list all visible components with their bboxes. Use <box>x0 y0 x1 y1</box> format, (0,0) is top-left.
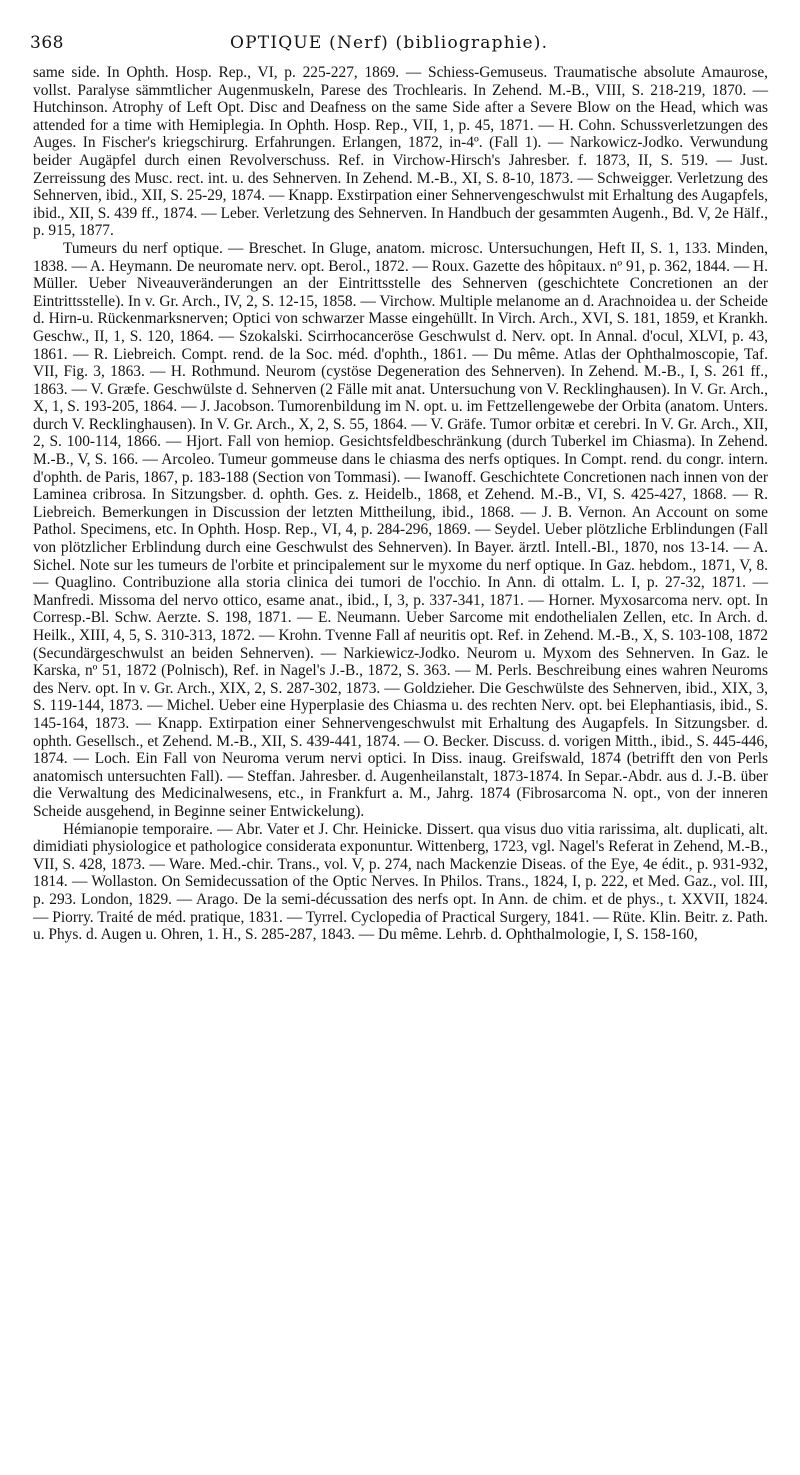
bibliography-paragraph-continuation: same side. In Ophth. Hosp. Rep., VI, p. 225-227, 1869. — Schiess-Gemuseus. Traumatische absolute Amaurose, vollst. Paralyse sämmtlicher Augenmuskeln, Parese des Trochlearis. In Zehend. M.-B., VIII, S. 218-219, 1870. — Hutchinson. Atrophy of Left Opt. Disc and Deafness on the same Side after a Severe Blow on the Head, which was attended for a time with Hemiplegia. In Ophth. Hosp. Rep., VII, 1, p. 45, 1871. — H. Cohn. Schussverletzungen des Auges. In Fischer's kriegschirurg. Erfahrungen. Erlangen, 1872, in-4º. (Fall 1). — Narkowicz-Jodko. Verwundung beider Augäpfel durch einen Revolverschuss. Ref. in Virchow-Hirsch's Jahresber. f. 1873, II, S. 519. — Just. Zerreissung des Musc. rect. int. u. des Sehnerven. In Zehend. M.-B., XI, S. 8-10, 1873. — Schweigger. Verletzung des Sehnerven, ibid., XII, S. 25-29, 1874. — Knapp. Exstirpation einer Sehnervengeschwulst mit Erhaltung des Augapfels, ibid., XII, S. 439 ff., 1874. — Leber. Verletzung des Sehnerven. In Handbuch der gesammten Augenh., Bd. V, 2e Hälf., p. 915, 1877. <box>33 64 768 240</box>
bibliography-text <box>33 64 768 944</box>
running-head: OPTIQUE (Nerf) (bibliographie). <box>230 33 549 53</box>
page-number: 368 <box>30 33 64 53</box>
bibliography-paragraph-tumeurs: Tumeurs du nerf optique. — Breschet. In Gluge, anatom. microsc. Untersuchungen, Heft II, S. 1, 133. Minden, 1838. — A. Heymann. De neuromate nerv. opt. Berol., 1872. — Roux. Gazette des hôpitaux. nº 91, p. 362, 1844. — H. Müller. Ueber Niveauveränderungen an der Eintrittsstelle des Sehnerven (geschichtete Concretionen an der Eintrittsstelle). In v. Gr. Arch., IV, 2, S. 12-15, 1858. — Virchow. Multiple melanome an d. Arachnoidea u. der Scheide d. Hirn-u. Rückenmarksnerven; Optici von schwarzer Masse eingehüllt. In Virch. Arch., XVI, S. 181, 1859, et Krankh. Geschw., II, 1, S. 120, 1864. — Szokalski. Scirrhocanceröse Geschwulst d. Nerv. opt. In Annal. d'ocul, XLVI, p. 43, 1861. — R. Liebreich. Compt. rend. de la Soc. méd. d'ophth., 1861. — Du même. Atlas der Ophthalmoscopie, Taf. VII, Fig. 3, 1863. — H. Rothmund. Neurom (cystöse Degeneration des Sehnerven). In Zehend. M.-B., I, S. 261 ff., 1863. — V. Græfe. Geschwülste d. Sehnerven (2 Fälle mit anat. Untersuchung von V. Recklinghausen). In V. Gr. Arch., X, 1, S. 193-205, 1864. — J. Jacobson. Tumorenbildung im N. opt. u. im Fettzellengewebe der Orbita (anatom. Unters. durch V. Recklinghausen). In V. Gr. Arch., X, 2, S. 55, 1864. — V. Gräfe. Tumor orbitæ et cerebri. In V. Gr. Arch., XII, 2, S. 100-114, 1866. — Hjort. Fall von hemiop. Gesichtsfeldbeschränkung (durch Tuberkel im Chiasma). In Zehend. M.-B., V, S. 166. — Arcoleo. Tumeur gommeuse dans le chiasma des nerfs optiques. In Compt. rend. du congr. intern. d'ophth. de Paris, 1867, p. 183-188 (Section von Tommasi). — Iwanoff. Geschichtete Concretionen nach innen von der Laminea cribrosa. In Sitzungsber. d. ophth. Ges. z. Heidelb., 1868, et Zehend. M.-B., VI, S. 425-427, 1868. — R. Liebreich. Bemerkungen in Discussion der letzten Mittheilung, ibid., 1868. — J. B. Vernon. An Account on some Pathol. Specimens, etc. In Ophth. Hosp. Rep., VI, 4, p. 284-296, 1869. — Seydel. Ueber plötzliche Erblindungen (Fall von plötzlicher Erblindung durch eine Geschwulst des Sehnerven). In Bayer. ärztl. Intell.-Bl., 1870, nos 13-14. — A. Sichel. Note sur les tumeurs de l'orbite et principalement sur le myxome du nerf optique. In Gaz. hebdom., 1871, V, 8. — Quaglino. Contribuzione alla storia clinica dei tumori de l'occhio. In Ann. di ottalm. L. I, p. 27-32, 1871. — Manfredi. Missoma del nervo ottico, esame anat., ibid., I, 3, p. 337-341, 1871. — Horner. Myxosarcoma nerv. opt. In Corresp.-Bl. Schw. Aerzte. S. 198, 1871. — E. Neumann. Ueber Sarcome mit endothelialen Zellen, etc. In Arch. d. Heilk., XIII, 4, 5, S. 310-313, 1872. — Krohn. Tvenne Fall af neuritis opt. Ref. in Zehend. M.-B., X, S. 103-108, 1872 (Secundärgeschwulst an beiden Sehnerven). — Narkiewicz-Jodko. Neurom u. Myxom des Sehnerven. In Gaz. le Karska, nº 51, 1872 (Polnisch), Ref. in Nagel's J.-B., 1872, S. 363. — M. Perls. Beschreibung eines wahren Neuroms des Nerv. opt. In v. Gr. Arch., XIX, 2, S. 287-302, 1873. — Goldzieher. Die Geschwülste des Sehnerven, ibid., XIX, 3, S. 119-144, 1873. — Michel. Ueber eine Hyperplasie des Chiasma u. des rechten Nerv. opt. bei Elephantiasis, ibid., S. 145-164, 1873. — Knapp. Extirpation einer Sehnervengeschwulst mit Erhaltung des Augapfels. In Sitzungsber. d. ophth. Gesellsch., et Zehend. M.-B., XII, S. 439-441, 1874. — O. Becker. Discuss. d. vorigen Mitth., ibid., S. 445-446, 1874. — Loch. Ein Fall von Neuroma verum nervi optici. In Diss. inaug. Greifswald, 1874 (betrifft den von Perls anatomisch untersuchten Fall). — Steffan. Jahresber. d. Augenheilanstalt, 1873-1874. In Separ.-Abdr. aus d. J.-B. über die Verwaltung des Medicinalwesens, etc., in Frankfurt a. M., Jahrg. 1874 (Fibrosarcoma N. opt., von der inneren Scheide ausgehend, in Beginne seiner Entwickelung). <box>33 239 768 820</box>
bibliography-paragraph-hemianopie: Hémianopie temporaire. — Abr. Vater et J. Chr. Heinicke. Dissert. qua visus duo vitia rarissima, alt. duplicati, alt. dimidiati physiologice et pathologice considerata exponuntur. Wittenberg, 1723, vgl. Nagel's Referat in Zehend, M.-B., VII, S. 428, 1873. — Ware. Med.-chir. Trans., vol. V, p. 274, nach Mackenzie Diseas. of the Eye, 4e édit., p. 931-932, 1814. — Wollaston. On Semidecussation of the Optic Nerves. In Philos. Trans., 1824, I, p. 222, et Med. Gaz., vol. III, p. 293. London, 1829. — Arago. De la semi-décussation des nerfs opt. In Ann. de chim. et de phys., t. XXVII, 1824. — Piorry. Traité de méd. pratique, 1831. — Tyrrel. Cyclopedia of Practical Surgery, 1841. — Rüte. Klin. Beitr. z. Path. u. Phys. d. Augen u. Ohren, 1. H., S. 285-287, 1843. — Du même. Lehrb. d. Ophthalmologie, I, S. 158-160, <box>33 820 768 944</box>
